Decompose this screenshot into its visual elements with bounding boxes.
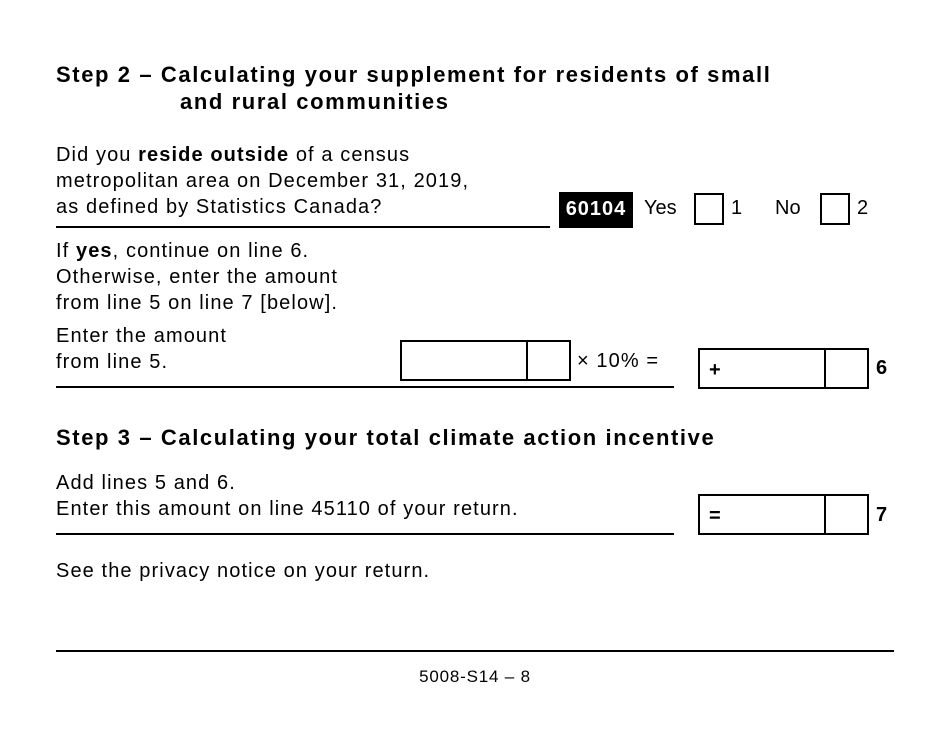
yes-value: 1 [731, 197, 743, 219]
line6-amount-input[interactable] [698, 348, 869, 389]
equals-sign: = [709, 505, 721, 527]
cents-divider [824, 496, 826, 533]
step2-title-line1: Step 2 – Calculating your supplement for residents of small [56, 62, 772, 87]
question-line3: as defined by Statistics Canada? [56, 196, 383, 218]
cents-divider [526, 342, 528, 379]
question-line2: metropolitan area on December 31, 2019, [56, 170, 470, 192]
instruction-emphasis: yes [75, 240, 113, 262]
instruction-line1: If yes, continue on line 6. [56, 240, 310, 262]
line7-underline [56, 533, 674, 535]
step2-title-line2: and rural communities [180, 89, 450, 114]
field-code-60104: 60104 [559, 192, 633, 228]
step3-text-line2: Enter this amount on line 45110 of your return. [56, 498, 519, 520]
instruction-line3: from line 5 on line 7 [below]. [56, 292, 339, 314]
line7-amount-input[interactable] [698, 494, 869, 535]
line-number-6: 6 [876, 357, 888, 379]
step3-text-line1: Add lines 5 and 6. [56, 472, 236, 494]
line6-text-line2: from line 5. [56, 351, 169, 373]
question-line1: Did you reside outside of a census [56, 144, 411, 166]
yes-checkbox[interactable] [694, 193, 724, 225]
yes-label: Yes [644, 197, 677, 219]
plus-sign: + [709, 359, 721, 381]
question-underline [56, 226, 550, 228]
no-checkbox[interactable] [820, 193, 850, 225]
privacy-notice: See the privacy notice on your return. [56, 560, 431, 582]
step3-title: Step 3 – Calculating your total climate action incentive [56, 425, 716, 450]
line6-underline [56, 386, 674, 388]
no-label: No [775, 197, 801, 219]
question-emphasis: reside outside [138, 144, 290, 166]
footer-rule [56, 650, 894, 652]
cents-divider [824, 350, 826, 387]
line6-text-line1: Enter the amount [56, 325, 228, 347]
form-page-id: 5008-S14 – 8 [419, 667, 531, 686]
instruction-line2: Otherwise, enter the amount [56, 266, 339, 288]
multiplier-label: × 10% = [577, 350, 660, 372]
no-value: 2 [857, 197, 869, 219]
line-number-7: 7 [876, 504, 888, 526]
line5-amount-input[interactable] [400, 340, 571, 381]
